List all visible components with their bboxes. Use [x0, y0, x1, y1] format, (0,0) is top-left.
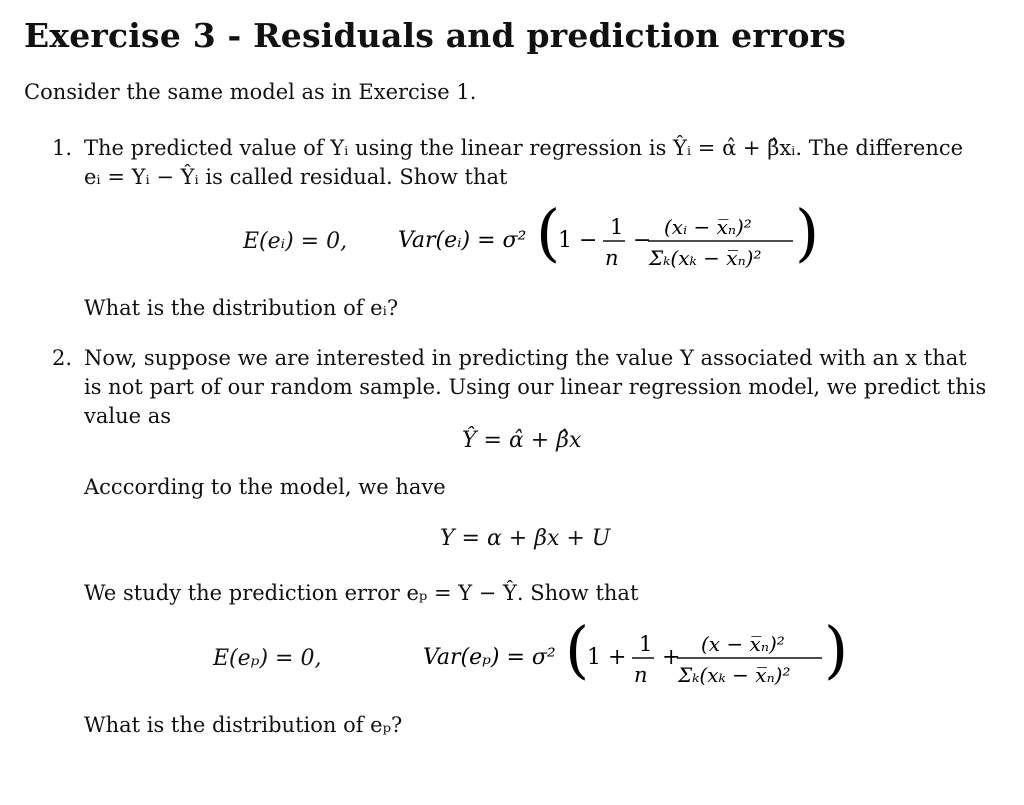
item-1-variance-prefix: Var(eᵢ) = σ² [398, 228, 527, 253]
item-2-frac1-den: n [634, 663, 648, 687]
item-2-frac2-den: Σₖ(xₖ − x̅ₙ)² [678, 663, 791, 687]
right-paren: ) [824, 613, 849, 686]
item-1-variance-equation [398, 196, 820, 276]
right-paren: ) [795, 196, 820, 269]
item-1-frac1-den: n [605, 246, 619, 270]
item-1-line-2: eᵢ = Yᵢ − Ŷᵢ is called residual. Show that [84, 165, 508, 189]
minus-sign: − [633, 228, 652, 253]
plus-sign: + [662, 645, 681, 670]
item-2-line-1: Now, suppose we are interested in predicting the value Y associated with an x that [84, 346, 967, 370]
item-1-number: 1. [52, 136, 73, 160]
item-2-question: What is the distribution of eₚ? [84, 713, 403, 737]
prediction-equation: Ŷ = α̂ + β̂x [462, 428, 582, 453]
item-2-number: 2. [52, 346, 73, 370]
item-2-expectation-equation: E(eₚ) = 0, [213, 646, 322, 671]
item-2-line-3: value as [84, 404, 172, 428]
item-2-frac2-num: (x − x̅ₙ)² [701, 632, 785, 656]
left-paren: ( [565, 613, 590, 686]
item-2-frac1-num: 1 [639, 632, 653, 656]
model-equation: Y = α + βx + U [440, 526, 611, 551]
error-text: We study the prediction error eₚ = Y − Ŷ. Show that [84, 581, 639, 605]
item-1-frac2-num: (xᵢ − x̅ₙ)² [664, 215, 752, 239]
item-1-question: What is the distribution of eᵢ? [84, 296, 399, 320]
page-title: Exercise 3 - Residuals and prediction errors [24, 16, 847, 55]
item-1-frac2-den: Σₖ(xₖ − x̅ₙ)² [649, 246, 762, 270]
item-2-line-2: is not part of our random sample. Using our linear regression model, we predict this [84, 375, 987, 399]
item-2-variance-equation [423, 613, 849, 693]
left-paren: ( [536, 196, 561, 269]
item-1-expectation-equation: E(eᵢ) = 0, [243, 229, 348, 254]
item-1-frac1-num: 1 [610, 215, 624, 239]
one: 1 + [587, 645, 627, 670]
intro-text: Consider the same model as in Exercise 1. [24, 80, 477, 104]
model-text: Acccording to the model, we have [84, 475, 446, 499]
item-1-line-1: The predicted value of Yᵢ using the linear regression is Ŷᵢ = α̂ + β̂xᵢ. The difference [84, 136, 964, 160]
item-2-variance-prefix: Var(eₚ) = σ² [423, 645, 556, 670]
one: 1 − [558, 228, 598, 253]
